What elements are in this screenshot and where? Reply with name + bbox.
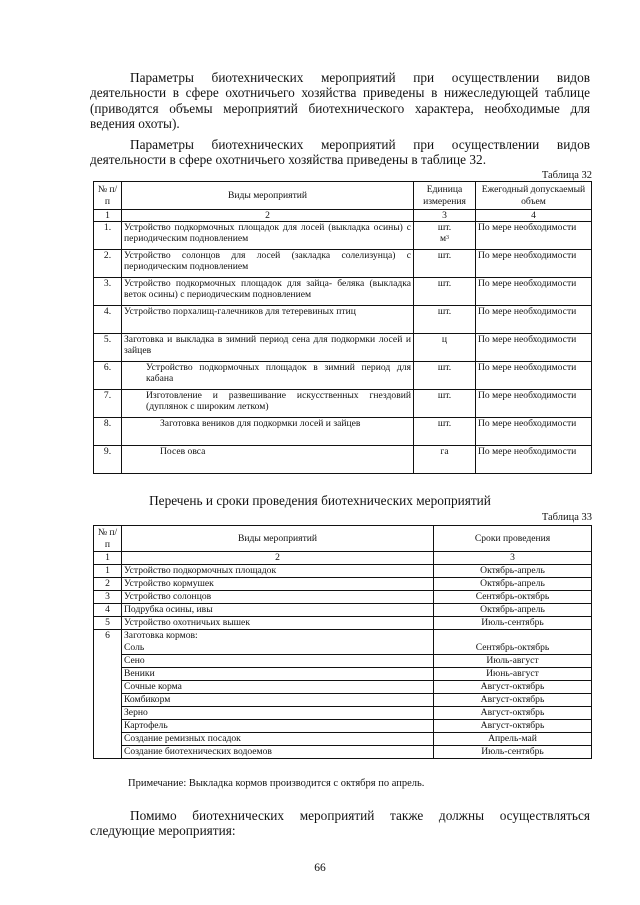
table33-colnum: 3	[434, 552, 592, 565]
intro-paragraph-2: Параметры биотехнических мероприятий при осуществлении видов деятельности в сфере охотничьего хозяйства приведены в таблице 32.	[90, 137, 590, 168]
table-row: 5. Заготовка и выкладка в зимний период сена для подкормки лосей и зайцев ц По мере необходимости	[94, 334, 592, 362]
table32-header-activity: Виды мероприятий	[122, 182, 414, 210]
table-row: Картофель Август-октябрь	[94, 720, 592, 733]
table-row: Зерно Август-октябрь	[94, 707, 592, 720]
outro-paragraph: Помимо биотехнических мероприятий также должны осуществляться следующие мероприятия:	[90, 808, 590, 839]
table-33	[93, 525, 592, 759]
table-row: 1. Устройство подкормочных площадок для лосей (выкладка осины) с периодическим подновлением шт. $м^3$ По мере необходимости	[94, 222, 592, 250]
intro-paragraph-1: Параметры биотехнических мероприятий при осуществлении видов деятельности в сфере охотничьего хозяйства приведены в нижеследующей таблице (приводятся объемы мероприятий биотехнического характера, необходимые для ведения охоты).	[90, 70, 590, 132]
table33-colnum: 1	[94, 552, 122, 565]
table-row: 2 Устройство кормушек Октябрь-апрель	[94, 578, 592, 591]
table32-colnum: 3	[414, 210, 476, 222]
table-row: 6 Заготовка кормов:	[94, 630, 592, 643]
table-row: 7. Изготовление и развешивание искусственных гнездовий (дуплянок с широким летком) шт. По мере необходимости	[94, 390, 592, 418]
table-row: Соль Сентябрь-октябрь	[94, 642, 592, 655]
table33-colnum: 2	[122, 552, 434, 565]
table-row: 4. Устройство порхалищ-галечников для тетеревиных птиц шт. По мере необходимости	[94, 306, 592, 334]
page-number: 66	[314, 862, 326, 874]
table32-caption: Таблица 32	[541, 170, 592, 181]
table-row: 3 Устройство солонцов Сентябрь-октябрь	[94, 591, 592, 604]
table-row: Веники Июнь-август	[94, 668, 592, 681]
table-row: Создание биотехнических водоемов Июль-сентябрь	[94, 746, 592, 759]
table-32	[93, 181, 592, 474]
table32-header-unit: Единица измерения	[414, 182, 476, 210]
table-row: Сено Июль-август	[94, 655, 592, 668]
table33-header-num: № п/п	[94, 526, 122, 552]
table32-header-volume: Ежегодный допускаемый объем	[476, 182, 592, 210]
table-row: 1 Устройство подкормочных площадок Октябрь-апрель	[94, 565, 592, 578]
table-row: 9. Посев овса га По мере необходимости	[94, 446, 592, 474]
table-row: 6. Устройство подкормочных площадок в зимний период для кабана шт. По мере необходимости	[94, 362, 592, 390]
table-row: 5 Устройство охотничьих вышек Июль-сентябрь	[94, 617, 592, 630]
table32-colnum: 2	[122, 210, 414, 222]
table33-title: Перечень и сроки проведения биотехнических мероприятий	[149, 493, 491, 508]
table-row: Создание ремизных посадок Апрель-май	[94, 733, 592, 746]
table-row: 8. Заготовка веников для подкормки лосей и зайцев шт. По мере необходимости	[94, 418, 592, 446]
table33-note: Примечание: Выкладка кормов производится с октября по апрель.	[128, 778, 425, 789]
table32-header-num: № п/п	[94, 182, 122, 210]
table-row: 4 Подрубка осины, ивы Октябрь-апрель	[94, 604, 592, 617]
table33-header-activity: Виды мероприятий	[122, 526, 434, 552]
table-row: 3. Устройство подкормочных площадок для зайца- беляка (выкладка веток осины) с периодическим подновлением шт. По мере необходимости	[94, 278, 592, 306]
table33-header-period: Сроки проведения	[434, 526, 592, 552]
table-row: 2. Устройство солонцов для лосей (закладка солелизунца) с периодическим подновлением шт. По мере необходимости	[94, 250, 592, 278]
table32-colnum: 1	[94, 210, 122, 222]
table-row: Комбикорм Август-октябрь	[94, 694, 592, 707]
table-row: Сочные корма Август-октябрь	[94, 681, 592, 694]
table32-colnum: 4	[476, 210, 592, 222]
table33-caption: Таблица 33	[541, 512, 592, 523]
